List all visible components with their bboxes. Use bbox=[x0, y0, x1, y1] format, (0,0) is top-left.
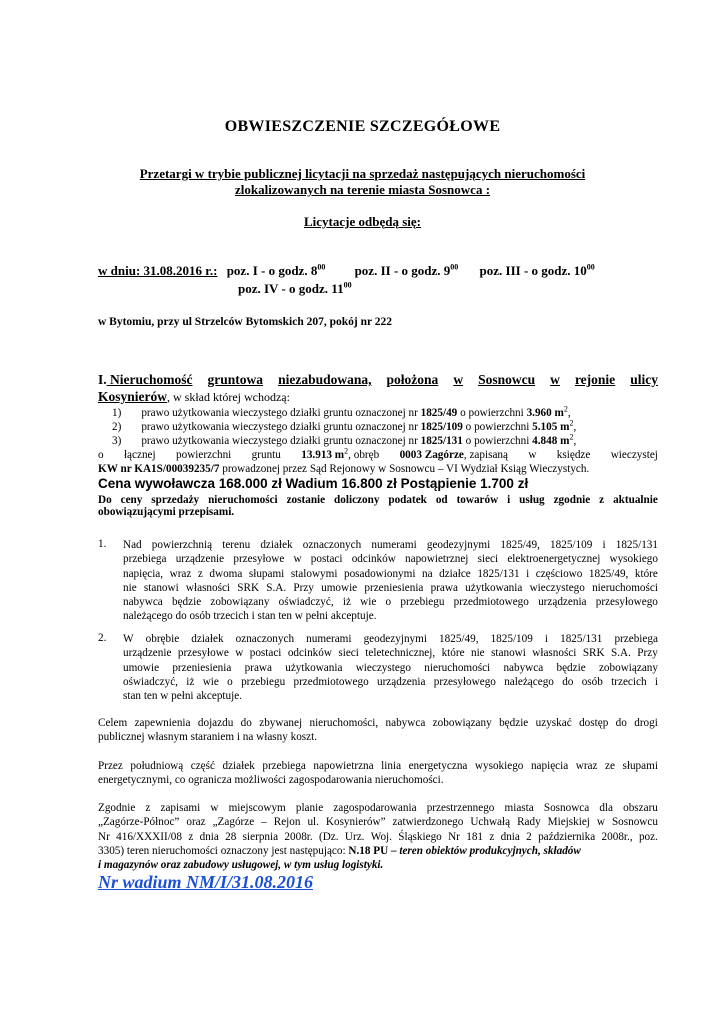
note-1 bbox=[123, 538, 658, 624]
word: do bbox=[562, 675, 574, 688]
word: które bbox=[441, 647, 465, 660]
word: sierpnia bbox=[242, 830, 279, 843]
note-1-line bbox=[123, 538, 658, 552]
word: osób bbox=[581, 675, 603, 688]
note-2 bbox=[123, 632, 658, 703]
section-roman bbox=[98, 372, 193, 388]
word: sprzedaży bbox=[151, 494, 200, 506]
word: nabywca bbox=[385, 717, 426, 729]
plot-item-end: , bbox=[573, 421, 577, 433]
word: Miejskiej bbox=[547, 816, 590, 829]
plan-line bbox=[98, 844, 658, 858]
access-line bbox=[98, 716, 658, 730]
word: działek bbox=[260, 539, 293, 551]
word: i bbox=[654, 675, 658, 688]
word: 1825/109 bbox=[550, 539, 593, 551]
zoning-symbol: N.18 PU bbox=[348, 844, 389, 857]
word: S.A. bbox=[266, 581, 287, 594]
word: zatwierdzonego bbox=[392, 816, 464, 829]
note-2-number: 2. bbox=[98, 632, 107, 644]
word: i bbox=[602, 539, 606, 551]
word: podatek bbox=[388, 494, 427, 506]
word: własności bbox=[532, 647, 577, 660]
word: usług bbox=[519, 494, 545, 506]
word: od bbox=[435, 494, 448, 506]
plot-number: 1825/109 bbox=[420, 421, 463, 433]
plan-text: 3305) teren nieruchomości oznaczony jest następująco: bbox=[98, 844, 349, 857]
subtitle-line-1: Przetargi w trybie publicznej licytacji na sprzedaż następujących nieruchomości bbox=[139, 166, 586, 181]
word: dwoma bbox=[209, 567, 243, 580]
total-area-value: 13.913 m bbox=[301, 449, 345, 461]
word: przesyłowego bbox=[433, 675, 496, 688]
word: Zgodnie bbox=[98, 802, 136, 814]
heading-word: Sosnowcu bbox=[478, 372, 536, 387]
word: przedmiotowego bbox=[293, 675, 369, 688]
zoning-plan-paragraph bbox=[98, 801, 658, 872]
word: dla bbox=[599, 802, 613, 814]
heading-word: gruntowa bbox=[207, 372, 264, 387]
word: energetyczna bbox=[408, 760, 468, 772]
note-1-number: 1. bbox=[98, 538, 107, 550]
total-word: w bbox=[528, 449, 537, 461]
word: zobowiązany bbox=[598, 661, 658, 674]
word: i bbox=[526, 567, 530, 580]
word: Kosynierów” bbox=[325, 816, 386, 829]
word: S.A. bbox=[610, 647, 631, 660]
word: przebiega bbox=[123, 553, 167, 566]
word: powierzchnią bbox=[151, 539, 213, 551]
word: Uchwałą bbox=[470, 816, 511, 829]
total-word: o bbox=[98, 449, 104, 461]
plot-number: 1825/131 bbox=[420, 435, 463, 447]
word: Do bbox=[98, 494, 112, 506]
word: ul. bbox=[307, 816, 319, 829]
word: zobowiązany bbox=[432, 717, 492, 729]
precinct-name: 0003 Zagórze bbox=[399, 449, 464, 461]
word: do bbox=[240, 717, 252, 729]
zoning-description-end: i magazynów oraz zabudowy usługowej, w tym usług logistyki. bbox=[98, 859, 384, 872]
word: wraz bbox=[169, 567, 192, 580]
note-1-line bbox=[123, 567, 658, 581]
plan-line bbox=[98, 815, 658, 829]
word: umowie bbox=[123, 661, 160, 674]
page-title: OBWIESZCZENIE SZCZEGÓŁOWE bbox=[224, 118, 501, 135]
word: dnia bbox=[199, 830, 219, 843]
word: wie bbox=[360, 596, 377, 609]
total-word: , obręb bbox=[348, 449, 380, 461]
word: (Dz. bbox=[319, 830, 339, 843]
zoning-description: – teren obiektów produkcyjnych, składów bbox=[388, 844, 581, 857]
total-word: wieczystej bbox=[610, 449, 658, 461]
schedule-pos-3: poz. III - o godz. $10^{00}$ bbox=[479, 262, 595, 278]
word: dojazdu bbox=[197, 717, 234, 729]
word: działek bbox=[191, 633, 224, 645]
word: 1825/49, bbox=[588, 567, 629, 580]
word: prawa bbox=[430, 581, 458, 594]
word: napięcia, bbox=[123, 567, 164, 580]
word: Przy bbox=[293, 581, 314, 594]
word: będzie bbox=[499, 717, 529, 729]
word: wieczystego bbox=[529, 581, 585, 594]
power-line: energetycznymi, co ogranicza możliwości zagospodarowania nieruchomości. bbox=[98, 774, 444, 787]
plot-item-mid: o powierzchni bbox=[462, 421, 533, 433]
word: urządzenie bbox=[123, 647, 172, 660]
note-1-line bbox=[123, 595, 658, 609]
word: sieci bbox=[338, 647, 359, 660]
word: zbywanej bbox=[259, 717, 303, 729]
word: napowietrzna bbox=[313, 760, 374, 772]
word: października bbox=[538, 830, 596, 843]
access-paragraph bbox=[98, 716, 658, 745]
word: Nad bbox=[123, 539, 142, 551]
word: elektroenergetycznej bbox=[507, 553, 601, 566]
word: ceny bbox=[120, 494, 143, 506]
word: słupami bbox=[622, 760, 658, 772]
plot-item-text: prawo użytkowania wieczystego działki gruntu oznaczonej nr bbox=[141, 421, 421, 433]
plot-item-number: 2) bbox=[112, 421, 122, 433]
word: urządzenia bbox=[538, 596, 587, 609]
word: wraz bbox=[575, 760, 598, 772]
word: dnia bbox=[500, 830, 520, 843]
word: ze bbox=[605, 760, 615, 772]
word: sieci bbox=[477, 553, 499, 566]
total-word: księdze bbox=[556, 449, 591, 461]
word: przebiegu bbox=[400, 596, 445, 609]
plot-number: 1825/49 bbox=[420, 407, 458, 419]
heading-word: położona bbox=[386, 372, 439, 387]
word: będzie bbox=[556, 661, 586, 674]
word: napięcia bbox=[530, 760, 569, 772]
word: należącego bbox=[504, 675, 554, 688]
word: 2008r., bbox=[601, 830, 633, 843]
word: 1825/49, bbox=[500, 539, 540, 551]
word: linia bbox=[381, 760, 402, 772]
word: miejscowym bbox=[228, 802, 286, 814]
auction-location: w Bytomiu, przy ul Strzelców Bytomskich 207, pokój nr 222 bbox=[98, 316, 392, 328]
word: oznaczonych bbox=[302, 539, 362, 551]
word: oznaczonych bbox=[235, 633, 295, 645]
word: wieczystego bbox=[355, 661, 411, 674]
land-register-line: KW nr KA1S/00039235/7 prowadzonej przez Sąd Rejonowy w Sosnowcu – VI Wydział Ksiąg Wieczystych. bbox=[98, 463, 590, 475]
word: działek bbox=[222, 760, 255, 772]
word: 2008r. bbox=[284, 830, 313, 843]
plot-item-end: , bbox=[567, 407, 571, 419]
word: Nr bbox=[448, 830, 460, 843]
note-1-line: należącego do osób trzecich i stan ten w pełni akceptuje. bbox=[123, 610, 377, 623]
plot-area: 4.848 m bbox=[532, 435, 570, 447]
total-word: powierzchni bbox=[176, 449, 232, 461]
word: częściowo bbox=[535, 567, 583, 580]
word: 1825/49, bbox=[439, 633, 479, 645]
word: zagospodarowania bbox=[333, 802, 417, 814]
word: o bbox=[385, 596, 392, 609]
word: towarów bbox=[456, 494, 499, 506]
heading-word: w bbox=[550, 372, 560, 387]
word: słupami bbox=[248, 567, 285, 580]
word: nabywca bbox=[503, 661, 544, 674]
word: własności bbox=[185, 581, 231, 594]
plot-item-text: prawo użytkowania wieczystego działki gruntu oznaczonej nr bbox=[141, 407, 421, 419]
word: umowie bbox=[321, 581, 358, 594]
section-heading bbox=[98, 372, 658, 388]
word: o bbox=[227, 675, 233, 688]
word: – bbox=[261, 816, 267, 829]
word: z bbox=[145, 802, 151, 814]
plan-line bbox=[98, 830, 658, 844]
word: stalowymi bbox=[290, 567, 338, 580]
note-2-line bbox=[123, 646, 658, 660]
word: przeniesienia bbox=[364, 581, 424, 594]
word: „Zagórze-Północ” bbox=[98, 816, 180, 829]
plot-item-end: , bbox=[573, 435, 577, 447]
word: poz. bbox=[638, 830, 658, 843]
plot-item-number: 3) bbox=[112, 435, 122, 447]
word: z bbox=[188, 830, 194, 843]
schedule-pos-4: poz. IV - o godz. $11^{00}$ bbox=[238, 280, 352, 296]
word: z bbox=[599, 494, 605, 506]
heading-word: Nieruchomość bbox=[106, 372, 193, 387]
schedule-pos-2: poz. II - o godz. $9^{00}$ bbox=[354, 262, 459, 278]
word: nie bbox=[470, 647, 485, 660]
word: przebiegu bbox=[241, 675, 286, 688]
access-line: publicznej własnym staraniem i na własny koszt. bbox=[98, 731, 318, 744]
word: nieruchomości bbox=[424, 661, 491, 674]
word: W bbox=[123, 633, 134, 645]
word: Rejon bbox=[273, 816, 301, 829]
plot-item bbox=[112, 418, 577, 433]
word: trzecich bbox=[611, 675, 647, 688]
power-line bbox=[98, 759, 658, 773]
word: zobowiązany bbox=[210, 596, 270, 609]
word: obrębie bbox=[145, 633, 180, 645]
word: zgodnie bbox=[553, 494, 591, 506]
word: przeniesienia bbox=[172, 661, 232, 674]
word: doliczony bbox=[334, 494, 380, 506]
note-2-line bbox=[123, 632, 658, 646]
word: nieruchomości bbox=[592, 581, 658, 594]
word: część bbox=[190, 760, 215, 772]
word: numerami bbox=[371, 539, 417, 551]
word: geodezyjnymi bbox=[363, 633, 427, 645]
word: urządzenia bbox=[376, 675, 426, 688]
total-word: łącznej bbox=[123, 449, 156, 461]
word: 2 bbox=[526, 830, 532, 843]
word: oraz bbox=[186, 816, 206, 829]
word: numerami bbox=[306, 633, 352, 645]
word: 416/XXXII/08 bbox=[116, 830, 182, 843]
word: prawa bbox=[244, 661, 272, 674]
heading-word: niezabudowana, bbox=[278, 372, 372, 387]
word: Rady bbox=[517, 816, 541, 829]
word: „Zagórze bbox=[212, 816, 255, 829]
word: Celem bbox=[98, 717, 128, 729]
note-2-line bbox=[123, 661, 658, 675]
heading-word: w bbox=[453, 372, 464, 387]
word: nieruchomości bbox=[208, 494, 278, 506]
roman-numeral: I. bbox=[98, 372, 107, 387]
tax-note: Do ceny sprzedaży nieruchomości zostanie doliczony podatek od towarów i usług zgodnie z aktualnie obowiązującymi przepisami. bbox=[98, 494, 658, 518]
word: Sosnowcu bbox=[611, 816, 658, 829]
word: do bbox=[615, 717, 627, 729]
word: 1825/131 bbox=[615, 539, 658, 551]
word: postaci bbox=[249, 647, 282, 660]
total-word: gruntu bbox=[251, 449, 281, 461]
schedule-pos-1: poz. I - o godz. $8^{00}$ bbox=[226, 262, 326, 278]
word: 181 bbox=[466, 830, 483, 843]
precinct bbox=[400, 449, 508, 461]
word: 1825/131 bbox=[560, 633, 603, 645]
word: będzie bbox=[171, 596, 202, 609]
word: z bbox=[489, 830, 495, 843]
word: uzyskać bbox=[535, 717, 572, 729]
note-1-line bbox=[123, 552, 658, 566]
word: 1825/109 bbox=[490, 633, 533, 645]
word: Sosnowca bbox=[543, 802, 590, 814]
section-heading-street: Kosynierów, w skład której wchodzą: bbox=[98, 389, 290, 404]
word: zostanie bbox=[286, 494, 326, 506]
plot-item-text: prawo użytkowania wieczystego działki gruntu oznaczonej nr bbox=[141, 435, 421, 447]
plot-area: 3.960 m bbox=[526, 407, 564, 419]
word: przestrzennego bbox=[426, 802, 495, 814]
word: SRK bbox=[237, 581, 260, 594]
note-2-line: stan ten w pełni akceptuje. bbox=[123, 690, 242, 703]
word: stanowi bbox=[491, 647, 526, 660]
word: i bbox=[544, 633, 549, 645]
word: obszaru bbox=[623, 802, 658, 814]
area-unit-sup: 2 bbox=[563, 404, 568, 414]
total-word: , zapisaną bbox=[463, 449, 508, 461]
word: iż bbox=[186, 675, 195, 688]
heading-word: ulicy bbox=[630, 372, 658, 387]
plot-item-number: 1) bbox=[112, 407, 122, 419]
area-unit-sup: 2 bbox=[569, 418, 574, 428]
word: urządzenie bbox=[175, 553, 225, 566]
total-area-line bbox=[98, 446, 658, 461]
word: Nr bbox=[98, 830, 110, 843]
word: wie bbox=[202, 675, 219, 688]
word: teletechnicznej, bbox=[365, 647, 436, 660]
word: południową bbox=[130, 760, 184, 772]
word: napowietrznej bbox=[405, 553, 469, 566]
plot-item bbox=[112, 432, 577, 447]
deposit-number: Nr wadium NM/I/31.08.2016 bbox=[98, 872, 314, 892]
power-line-paragraph bbox=[98, 759, 658, 788]
word: przebiega bbox=[614, 633, 658, 645]
word: postaci bbox=[310, 553, 343, 566]
plan-line bbox=[98, 801, 658, 815]
word: w bbox=[596, 816, 605, 829]
word: oświadczyć, bbox=[278, 596, 334, 609]
word: iż bbox=[342, 596, 351, 609]
plot-item-mid: o powierzchni bbox=[462, 435, 533, 447]
word: terenu bbox=[222, 539, 251, 551]
schedule-date: w dniu: 31.08.2016 r.: bbox=[98, 263, 218, 278]
auctions-header: Licytacje odbędą się: bbox=[304, 214, 421, 229]
word: w bbox=[210, 802, 219, 814]
schedule-line-1 bbox=[98, 263, 595, 279]
word: przesyłowego bbox=[595, 596, 658, 609]
note-2-line bbox=[123, 675, 658, 689]
word: na bbox=[422, 567, 433, 580]
word: działce bbox=[439, 567, 471, 580]
word: przesyłowe bbox=[233, 553, 285, 566]
subtitle-line-2: zlokalizowanych na terenie miasta Sosnowca : bbox=[234, 182, 491, 197]
word: oświadczyć, bbox=[123, 675, 178, 688]
word: 1825/131 bbox=[477, 567, 520, 580]
word: SRK bbox=[582, 647, 605, 660]
word: odcinków bbox=[351, 553, 396, 566]
word: stanowi bbox=[143, 581, 179, 594]
total-area bbox=[301, 446, 380, 461]
word: miasta bbox=[504, 802, 534, 814]
word: odcinków bbox=[287, 647, 332, 660]
word: drogi bbox=[634, 717, 658, 729]
word: nie bbox=[123, 581, 137, 594]
heading-word: rejonie bbox=[574, 372, 616, 387]
word: posadowionymi bbox=[343, 567, 416, 580]
word: które bbox=[634, 567, 658, 580]
word: w bbox=[293, 553, 302, 566]
total-area-sup: 2 bbox=[344, 446, 349, 456]
word: dostęp bbox=[579, 717, 609, 729]
word: nieruchomości, bbox=[309, 717, 379, 729]
word: użytkowania bbox=[285, 661, 343, 674]
note-1-line bbox=[123, 581, 658, 595]
word: przesyłowe bbox=[177, 647, 229, 660]
word: użytkowania bbox=[465, 581, 523, 594]
schedule-line-2 bbox=[238, 281, 352, 297]
word: Urz. bbox=[344, 830, 365, 843]
word: w bbox=[235, 647, 244, 660]
plot-item bbox=[112, 404, 571, 419]
word: przebiega bbox=[262, 760, 306, 772]
word: zapewnienia bbox=[134, 717, 191, 729]
word: z bbox=[197, 567, 203, 580]
plot-item-mid: o powierzchni bbox=[457, 407, 527, 419]
word: planie bbox=[295, 802, 324, 814]
word: zapisami bbox=[160, 802, 201, 814]
plot-area: 5.105 m bbox=[532, 421, 570, 433]
word: aktualnie bbox=[613, 494, 658, 506]
word: wysokiego bbox=[609, 553, 658, 566]
word: Woj. bbox=[370, 830, 392, 843]
word: Przy bbox=[637, 647, 658, 660]
word: przedmiotowego bbox=[453, 596, 529, 609]
word: geodezyjnymi bbox=[426, 539, 491, 551]
word: Przez bbox=[98, 760, 123, 772]
word: i bbox=[507, 494, 511, 506]
price-line: Cena wywoławcza 168.000 zł Wadium 16.800 zł Postąpienie 1.700 zł bbox=[98, 476, 529, 491]
word: 28 bbox=[225, 830, 237, 843]
area-unit-sup: 2 bbox=[569, 432, 574, 442]
word: nabywca bbox=[123, 596, 163, 609]
word: Śląskiego bbox=[398, 830, 442, 843]
word: wysokiego bbox=[474, 760, 524, 772]
